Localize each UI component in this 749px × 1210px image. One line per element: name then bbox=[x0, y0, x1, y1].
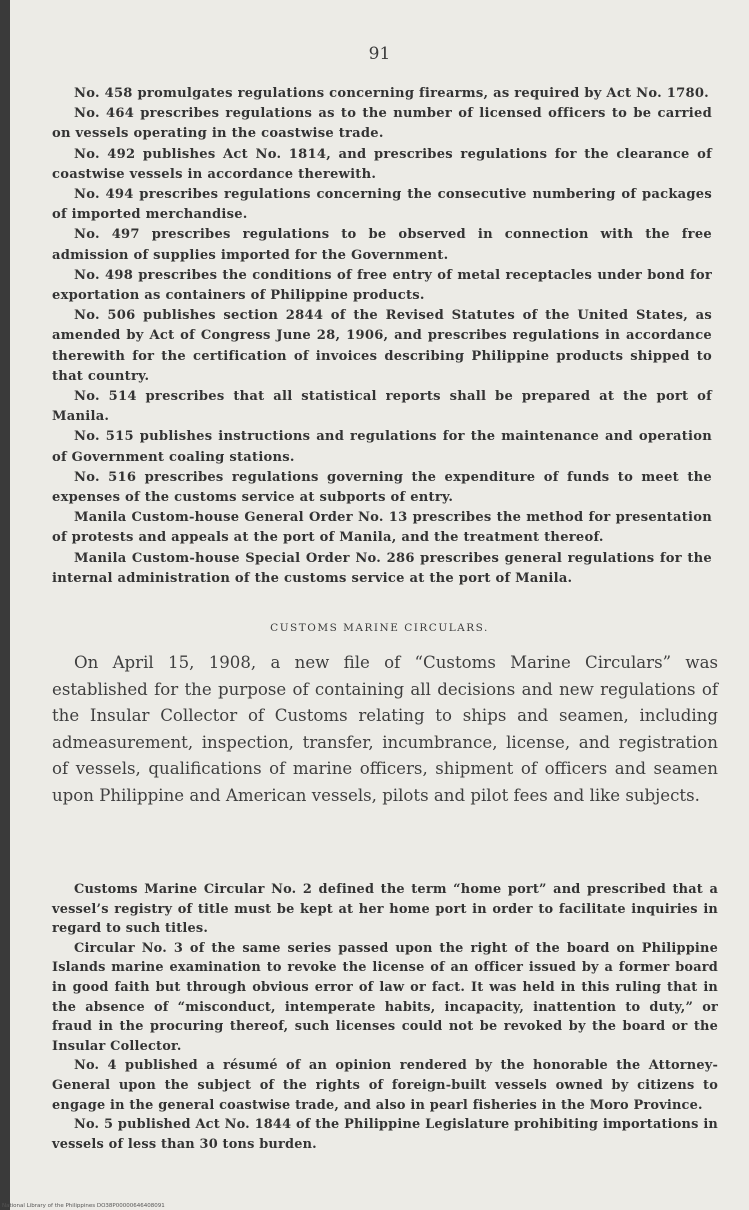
paragraph: No. 464 prescribes regulations as to the number of licensed officers to be carried on vessels operating in the coastwise trade. bbox=[52, 106, 712, 142]
library-footer: National Library of the Philippines DO38P00000646408091 bbox=[2, 1203, 165, 1209]
paragraph: No. 5 published Act No. 1844 of the Philippine Legislature prohibiting importations in vessels of less than 30 tons burden. bbox=[52, 1117, 718, 1152]
paragraph: No. 458 promulgates regulations concerning firearms, as required by Act No. 1780. bbox=[74, 86, 709, 101]
intro-paragraph: On April 15, 1908, a new file of “Customs Marine Circulars” was established for the purpose of containing all decisions and new regulations of the Insular Collector of Customs relating to ships and seamen, including admeasurement, inspection, transfer, incumbrance, license, and registration of vessels, qualifications of marine officers, shipment of officers and seamen upon Philippine and American vessels, pilots and pilot fees and like subjects. bbox=[52, 653, 718, 805]
paragraph: No. 514 prescribes that all statistical reports shall be prepared at the port of Manila. bbox=[52, 389, 712, 425]
paragraph: No. 492 publishes Act No. 1814, and prescribes regulations for the clearance of coastwise vessels in accordance therewith. bbox=[52, 146, 712, 182]
paragraph: No. 506 publishes section 2844 of the Revised Statutes of the United States, as amended by Act of Congress June 28, 1906, and prescribes regulations in accordance therewith for the certification of invoices describing Philippine products shipped to that country. bbox=[52, 308, 712, 384]
paragraph: Customs Marine Circular No. 2 defined the term “home port” and prescribed that a vessel’s registry of title must be kept at her home port in order to facilitate inquiries in regard to such titles. bbox=[52, 882, 718, 937]
paragraph: No. 494 prescribes regulations concerning the consecutive numbering of packages of imported merchandise. bbox=[52, 187, 712, 223]
paragraph: Circular No. 3 of the same series passed upon the right of the board on Philippine Islands marine examination to revoke the license of an officer issued by a former board in good faith but through obvious error of law or fact. It was held in this ruling that in the absence of “misconduct, intemperate habits, incapacity, inattention to duty,” or fraud in the procuring thereof, such licenses could not be revoked by the board or the Insular Collector. bbox=[52, 940, 718, 1054]
paragraph: Manila Custom-house General Order No. 13 prescribes the method for presentation of protests and appeals at the port of Manila, and the treatment thereof. bbox=[52, 510, 712, 546]
paragraph: No. 497 prescribes regulations to be observed in connection with the free admission of supplies imported for the Government. bbox=[52, 227, 712, 263]
section-heading: CUSTOMS MARINE CIRCULARS. bbox=[270, 622, 489, 634]
paragraph: No. 498 prescribes the conditions of free entry of metal receptacles under bond for exportation as containers of Philippine products. bbox=[52, 267, 712, 304]
paragraph: No. 516 prescribes regulations governing the expenditure of funds to meet the expenses of the customs service at subports of entry. bbox=[52, 469, 712, 506]
page-number: 91 bbox=[368, 44, 391, 64]
paragraph: Manila Custom-house Special Order No. 286 prescribes general regulations for the internal administration of the customs service at the port of Manila. bbox=[52, 550, 712, 586]
circulars-list bbox=[52, 880, 718, 1154]
paragraph: No. 4 published a résumé of an opinion rendered by the honorable the Attorney-General upon the subject of the rights of foreign-built vessels owned by citizens to engage in the general coastwise trade, and also in pearl fisheries in the Moro Province. bbox=[52, 1058, 718, 1113]
paragraph: No. 515 publishes instructions and regulations for the maintenance and operation of Government coaling stations. bbox=[52, 429, 712, 465]
regulations-list bbox=[52, 84, 712, 589]
document-page bbox=[10, 0, 749, 1210]
